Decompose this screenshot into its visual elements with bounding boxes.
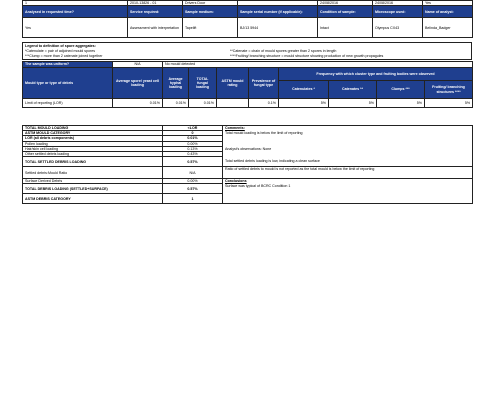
legend-box [22,42,472,60]
cell: Yes [423,1,473,6]
uniform-label: The sample was uniform? [23,62,113,68]
cell: 0.01% [189,99,217,108]
comment-text: Surface was typical of BCRC Condition 1 [223,184,473,194]
summary-label: TOTAL MOULD LOADING [23,126,163,131]
header-cell: Service required: [128,6,183,18]
legend-table [23,43,473,59]
header-cell: Analysed in requested time? [23,6,128,18]
header-cell: Average spore/ yeast cell loading [113,68,163,99]
legend-item: **Catenate = chain of mould spores greater than 2 spores in length [230,49,337,54]
cell: 5% [279,99,329,108]
cell: Limit of reporting (LOR) [23,99,113,108]
cell: Assessment with interpretation [128,18,183,38]
summary-label: TOTAL DEBRIS LOADING (SETTLED+SURFACE) [23,184,163,194]
header-cell: Average hyphal loading [163,68,189,99]
summary-value: N/A [163,167,223,179]
uniform-value: N/A [113,62,163,68]
summary-value: 0.57% [163,184,223,194]
cell: Belinda_Badger [423,18,473,38]
summary-row [23,167,473,179]
mould-table [22,61,473,108]
header-cell: Clumps *** [377,81,425,99]
header-cell: Condition of sample: [318,6,373,18]
comment-text: Ratio of settled debris to mould is not reported as the total mould is below the limit of reporting [223,167,473,179]
summary-value: 0.00% [163,141,223,146]
header-cell: Prevalence of fungal type [249,68,279,99]
cell: Olympus CX43 [373,18,423,38]
header-cell: Catenulates * [279,81,329,99]
header-cell: Sample serial number (if applicable): [238,6,318,18]
cell: Yes [23,18,128,38]
cell: 0.1% [249,99,279,108]
legend-item: ****Fruiting/ branching structure = mould structure showing production of new growth propagules [230,54,384,59]
comment-text: Total settled debris loading is low, indicating a clean surface [223,157,473,167]
cell [217,99,249,108]
summary-value: 0.57% [163,157,223,167]
cell: Intact [318,18,373,38]
summary-label: LOR (all debris components) [23,136,163,141]
summary-label: Hair/skin cell loading [23,146,163,151]
sample-info-table [22,0,473,38]
conclusions-title: Conclusions [223,179,473,184]
mould-header-row [23,68,473,81]
header-cell: TOTAL fungal loading [189,68,217,99]
header-row [23,6,473,18]
summary-label: Settled debris:Mould Ratio [23,167,163,179]
header-cell: ASTM mould rating [217,68,249,99]
summary-table [22,125,473,204]
summary-label: Other settled debris loading [23,152,163,157]
legend-title: Legend to definition of spore aggregates: [25,43,96,48]
header-cell: Sample medium: [183,6,238,18]
header-cell: Frequency with which cluster type and fruiting bodies were observed [279,68,473,81]
summary-value: <LOR [163,126,223,131]
header-cell: Microscope used: [373,6,423,18]
cell: 24/08/2016 [373,1,423,6]
cell: BJ/13 5944 [238,18,318,38]
uniform-detected: No mould detected [163,62,473,68]
summary-value: 0.43% [163,152,223,157]
summary-value: 0.01% [163,136,223,141]
summary-row [23,194,473,204]
summary-value: 0.00% [163,179,223,184]
comments-title: Comments: [223,126,473,131]
comment-text: Analyst's observations: None [223,146,473,151]
cell: 24/08/2016 [318,1,373,6]
legend-item: *Catenulate = pair of adjoined mould spores [25,49,96,54]
header-cell: Mould type or type of debris [23,68,113,99]
summary-value: 1 [163,194,223,204]
summary-label: ASTM DEBRIS CATEGORY [23,194,163,204]
summary-label: TOTAL SETTLED DEBRIS LOADING [23,157,163,167]
summary-label: Surface Derived Debris [23,179,163,184]
cell: 5% [377,99,425,108]
cell: Drivers Door [183,1,238,6]
header-cell: Fruiting/ branching structures **** [425,81,473,99]
summary-row [23,157,473,167]
cell: 0.01% [113,99,163,108]
lor-row [23,99,473,108]
cell: 5% [329,99,377,108]
summary-label: Pollen loading [23,141,163,146]
cell: 0.01% [163,99,189,108]
comment-text: Total mould loading is below the limit of reporting [223,131,473,136]
cell: 5% [425,99,473,108]
cell: 1 [23,1,128,6]
header-cell: Name of analyst: [423,6,473,18]
summary-value: 0 [163,131,223,136]
summary-value: 0.13% [163,146,223,151]
cell: 2010-13826 - 01 [128,1,183,6]
values-row [23,18,473,38]
summary-label: ASTM MOULD CATEGORY [23,131,163,136]
summary-row [23,184,473,194]
cell: Tapelift [183,18,238,38]
legend-item: ***Clump = more than 2 catenate joined together [25,54,103,59]
comment-spacer [223,194,473,204]
header-cell: Catenates ** [329,81,377,99]
